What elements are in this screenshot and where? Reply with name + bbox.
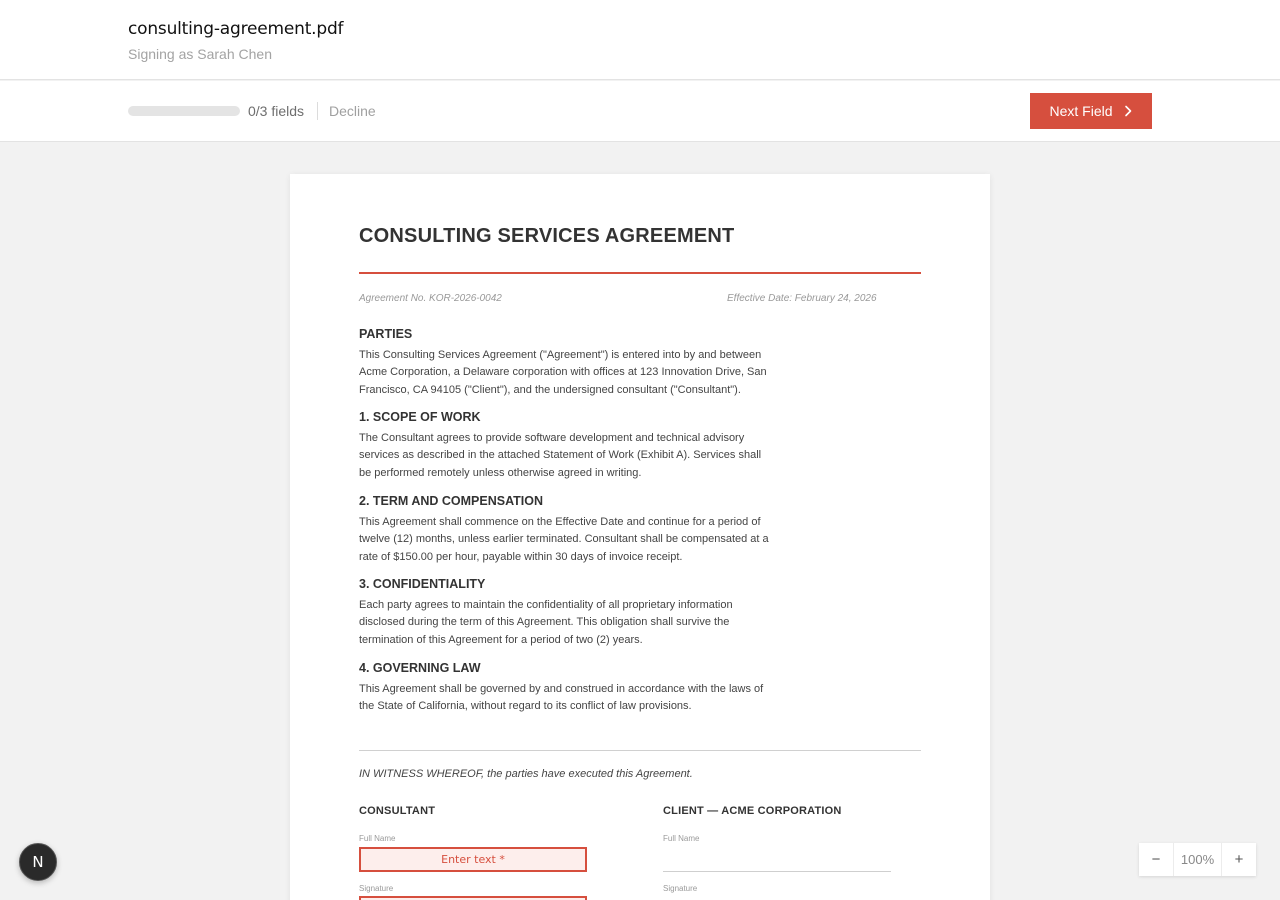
zoom-in-button[interactable]: +: [1234, 851, 1244, 868]
section-body: Each party agrees to maintain the confidentiality of all proprietary information disclosed during the term of this Agreement. This obligation shall survive the termination of this Agreement for a period of two (2) years.: [359, 599, 733, 646]
section-heading: 4. GOVERNING LAW: [359, 661, 481, 675]
consultant-full-name-label: Full Name: [359, 834, 396, 843]
field-placeholder: Enter text *: [441, 853, 505, 866]
agreement-number: Agreement No. KOR-2026-0042: [359, 293, 502, 304]
section-scope: [359, 410, 799, 482]
signing-toolbar: [0, 81, 1280, 142]
section-parties: [359, 327, 799, 399]
progress-count: 0/3 fields: [248, 103, 305, 119]
decline-link[interactable]: Decline: [329, 103, 376, 119]
zoom-control: [1139, 843, 1256, 876]
client-signature-label: Signature: [663, 884, 698, 893]
witness-statement: IN WITNESS WHEREOF, the parties have executed this Agreement.: [359, 768, 693, 780]
section-heading: 3. CONFIDENTIALITY: [359, 577, 486, 591]
section-heading: 1. SCOPE OF WORK: [359, 410, 481, 424]
zoom-out-button[interactable]: −: [1151, 851, 1161, 868]
pdf-page: [290, 174, 990, 900]
next-field-label: Next Field: [1049, 103, 1113, 119]
client-full-name-label: Full Name: [663, 834, 700, 843]
client-full-name-line: [663, 848, 891, 872]
toolbar-separator: [317, 102, 318, 120]
section-confidentiality: [359, 577, 799, 649]
title-rule: [359, 272, 921, 274]
section-governing-law: [359, 661, 799, 716]
section-heading: 2. TERM AND COMPENSATION: [359, 494, 544, 508]
signature-divider: [359, 750, 921, 751]
section-heading: PARTIES: [359, 327, 413, 341]
consultant-full-name-field[interactable]: [359, 847, 587, 872]
agreement-title: CONSULTING SERVICES AGREEMENT: [359, 225, 735, 247]
consultant-signature-label: Signature: [359, 884, 394, 893]
progress-bar: [128, 106, 240, 116]
document-title: consulting-agreement.pdf: [128, 19, 344, 39]
section-body: The Consultant agrees to provide software development and technical advisory services as described in the attached Statement of Work (Exhibit A). Services shall be performed remotely unless otherwise agreed in writing.: [359, 432, 762, 479]
next-field-button[interactable]: [1030, 93, 1152, 129]
signer-subtitle: Signing as Sarah Chen: [128, 46, 272, 62]
zoom-level: 100%: [1173, 843, 1222, 876]
section-body: This Agreement shall be governed by and construed in accordance with the laws of the State of California, without regard to its conflict of law provisions.: [359, 683, 764, 713]
chevron-right-icon: [1123, 105, 1133, 117]
consultant-signature-field[interactable]: [359, 896, 587, 900]
effective-date: Effective Date: February 24, 2026: [727, 293, 877, 304]
document-header: [0, 0, 1280, 80]
section-term: [359, 494, 799, 566]
section-body: This Agreement shall commence on the Effective Date and continue for a period of twelve (12) months, unless earlier terminated. Consultant shall be compensated at a rate of $150.00 per hour, payable within 30 days of invoice receipt.: [359, 516, 769, 563]
consultant-heading: CONSULTANT: [359, 805, 436, 817]
client-heading: CLIENT — ACME CORPORATION: [663, 805, 842, 817]
section-body: This Consulting Services Agreement ("Agreement") is entered into by and between Acme Corporation, a Delaware corporation with offices at 123 Innovation Drive, San Francisco, CA 94105 ("Client"), and the undersigned consultant ("Consultant").: [359, 349, 767, 396]
badge-letter: N: [32, 853, 44, 871]
app-badge-icon[interactable]: [19, 843, 57, 881]
